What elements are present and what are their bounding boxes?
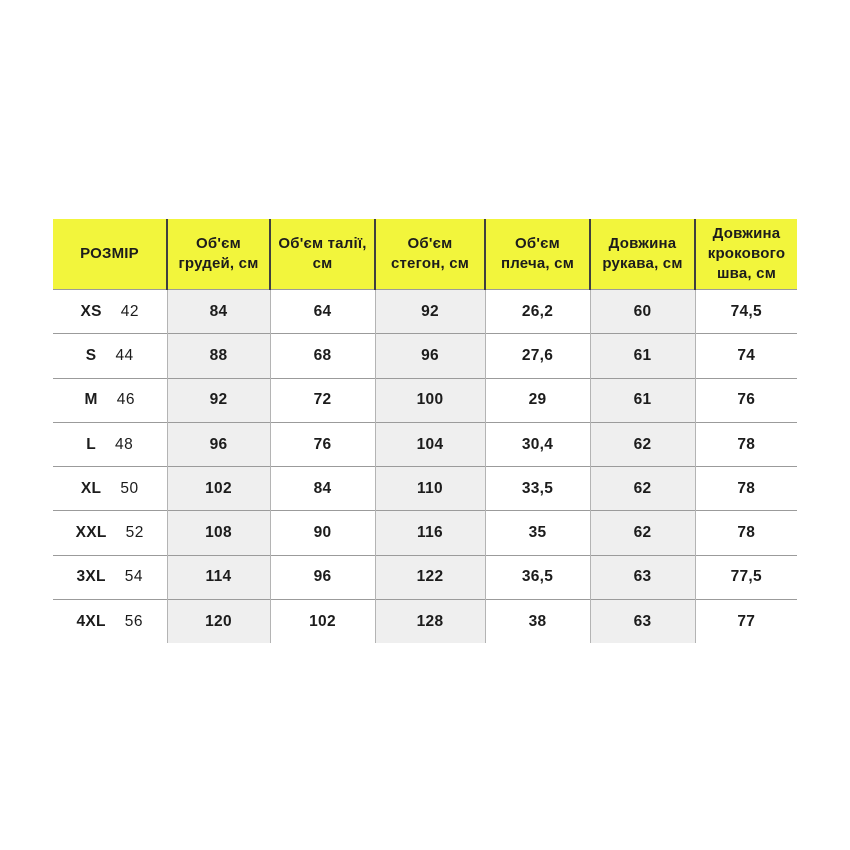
hips-value: 116	[375, 511, 485, 555]
inseam-value: 78	[695, 467, 797, 511]
size-label: XS	[80, 302, 102, 320]
header-hips: Об'єм стегон, см	[375, 219, 485, 290]
header-row	[53, 219, 797, 290]
size-label: 4XL	[76, 612, 106, 630]
chest-value: 88	[167, 334, 270, 378]
shoulder-value: 36,5	[485, 555, 590, 599]
table-row	[53, 378, 797, 422]
size-label: XXL	[75, 524, 107, 542]
inseam-value: 76	[695, 378, 797, 422]
header-chest: Об'єм грудей, см	[167, 219, 270, 290]
size-label: M	[84, 391, 98, 409]
size-label: S	[85, 346, 97, 364]
size-cell	[53, 290, 167, 334]
size-cell-inner	[57, 568, 163, 586]
chest-value: 102	[167, 467, 270, 511]
table-row	[53, 422, 797, 466]
size-label: 3XL	[76, 568, 106, 586]
chest-value: 96	[167, 422, 270, 466]
chest-value: 108	[167, 511, 270, 555]
hips-value: 100	[375, 378, 485, 422]
size-cell	[53, 334, 167, 378]
sleeve-value: 60	[590, 290, 695, 334]
size-cell-inner	[57, 347, 163, 365]
size-cell-inner	[57, 303, 163, 321]
waist-value: 96	[270, 555, 375, 599]
sleeve-value: 63	[590, 555, 695, 599]
sleeve-value: 61	[590, 334, 695, 378]
inseam-value: 74	[695, 334, 797, 378]
header-sleeve: Довжина рукава, см	[590, 219, 695, 290]
size-label: L	[86, 435, 97, 453]
size-table-header	[53, 219, 797, 290]
chest-value: 92	[167, 378, 270, 422]
hips-value: 92	[375, 290, 485, 334]
shoulder-value: 38	[485, 600, 590, 644]
table-row	[53, 555, 797, 599]
size-cell-inner	[57, 436, 163, 454]
sleeve-value: 62	[590, 422, 695, 466]
waist-value: 68	[270, 334, 375, 378]
shoulder-value: 29	[485, 378, 590, 422]
size-number: 46	[116, 391, 135, 409]
sleeve-value: 63	[590, 600, 695, 644]
size-cell	[53, 600, 167, 644]
header-waist: Об'єм талії, см	[270, 219, 375, 290]
size-number: 54	[124, 568, 144, 586]
chest-value: 114	[167, 555, 270, 599]
size-chart	[53, 219, 797, 643]
size-number: 56	[124, 612, 144, 630]
header-inseam: Довжина крокового шва, см	[695, 219, 797, 290]
table-row	[53, 467, 797, 511]
hips-value: 104	[375, 422, 485, 466]
waist-value: 90	[270, 511, 375, 555]
inseam-value: 77	[695, 600, 797, 644]
size-cell-inner	[57, 480, 163, 498]
hips-value: 110	[375, 467, 485, 511]
sleeve-value: 62	[590, 467, 695, 511]
hips-value: 96	[375, 334, 485, 378]
inseam-value: 74,5	[695, 290, 797, 334]
size-label: XL	[80, 479, 102, 497]
shoulder-value: 33,5	[485, 467, 590, 511]
inseam-value: 77,5	[695, 555, 797, 599]
hips-value: 128	[375, 600, 485, 644]
shoulder-value: 35	[485, 511, 590, 555]
waist-value: 84	[270, 467, 375, 511]
waist-value: 72	[270, 378, 375, 422]
size-number: 50	[120, 479, 139, 497]
table-row	[53, 511, 797, 555]
waist-value: 102	[270, 600, 375, 644]
inseam-value: 78	[695, 511, 797, 555]
header-shoulder: Об'єм плеча, см	[485, 219, 590, 290]
shoulder-value: 26,2	[485, 290, 590, 334]
size-number: 44	[115, 346, 134, 364]
size-cell	[53, 511, 167, 555]
size-cell	[53, 555, 167, 599]
size-cell-inner	[57, 613, 163, 631]
table-row	[53, 334, 797, 378]
size-number: 52	[125, 524, 144, 542]
size-table-body	[53, 290, 797, 644]
hips-value: 122	[375, 555, 485, 599]
inseam-value: 78	[695, 422, 797, 466]
header-size: РОЗМІР	[53, 219, 167, 290]
size-cell	[53, 378, 167, 422]
size-cell	[53, 422, 167, 466]
sleeve-value: 61	[590, 378, 695, 422]
size-cell	[53, 467, 167, 511]
waist-value: 64	[270, 290, 375, 334]
size-number: 48	[115, 435, 134, 453]
waist-value: 76	[270, 422, 375, 466]
size-cell-inner	[57, 391, 163, 409]
size-table	[53, 219, 797, 643]
table-row	[53, 290, 797, 334]
shoulder-value: 30,4	[485, 422, 590, 466]
sleeve-value: 62	[590, 511, 695, 555]
size-cell-inner	[57, 524, 163, 542]
size-number: 42	[120, 302, 140, 320]
shoulder-value: 27,6	[485, 334, 590, 378]
chest-value: 120	[167, 600, 270, 644]
table-row	[53, 600, 797, 644]
chest-value: 84	[167, 290, 270, 334]
